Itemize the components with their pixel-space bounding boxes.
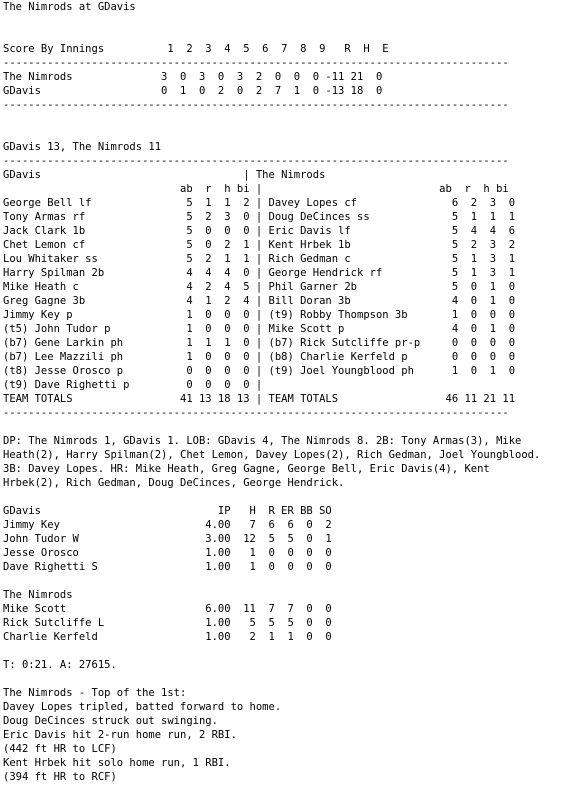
- batting-row: Tony Armas rf 5 2 3 0 | Doug DeCinces ss 5 1 1 1: [3, 211, 516, 223]
- play-by-play-line: (394 ft HR to RCF): [3, 771, 117, 783]
- game-notes-line: 3B: Davey Lopes. HR: Mike Heath, Greg Gagne, George Bell, Eric Davis(4), Kent: [3, 463, 490, 475]
- batting-row: (t5) John Tudor p 1 0 0 0 | Mike Scott p 4 0 1 0: [3, 323, 516, 335]
- batting-row: Mike Heath c 4 2 4 5 | Phil Garner 2b 5 0 1 0: [3, 281, 516, 293]
- play-by-play-inning-header: The Nimrods - Top of the 1st:: [3, 687, 187, 699]
- blank-line: [3, 490, 540, 504]
- final-score-line: GDavis 13, The Nimrods 11: [3, 141, 162, 153]
- pitching-row: Rick Sutcliffe L 1.00 5 5 5 0 0: [3, 617, 332, 629]
- batting-row: Jimmy Key p 1 0 0 0 | (t9) Robby Thompson 3b 1 0 0 0: [3, 309, 516, 321]
- pitching-row: John Tudor W 3.00 12 5 5 0 1: [3, 533, 332, 545]
- game-notes-line: Heath(2), Harry Spilman(2), Chet Lemon, Davey Lopes(2), Rich Gedman, Joel Youngblood.: [3, 449, 541, 461]
- blank-line: [3, 126, 540, 140]
- blank-line: [3, 14, 540, 28]
- box-score-report: [3, 0, 540, 784]
- batting-team-header: GDavis | The Nimrods: [3, 169, 326, 181]
- divider: --------------------------------------------------------------------------------: [3, 155, 509, 167]
- pitching-row: Dave Righetti S 1.00 1 0 0 0 0: [3, 561, 332, 573]
- pitching-header-the-nimrods: The Nimrods: [3, 589, 73, 601]
- pitching-row: Jesse Orosco 1.00 1 0 0 0 0: [3, 547, 332, 559]
- batting-row: Lou Whitaker ss 5 2 1 1 | Rich Gedman c 5 1 3 1: [3, 253, 516, 265]
- divider: --------------------------------------------------------------------------------: [3, 99, 509, 111]
- play-by-play-line: Eric Davis hit 2-run home run, 2 RBI.: [3, 729, 237, 741]
- pitching-row: Jimmy Key 4.00 7 6 6 0 2: [3, 519, 332, 531]
- batting-row: Jack Clark 1b 5 0 0 0 | Eric Davis lf 5 4 4 6: [3, 225, 516, 237]
- batting-row: (t8) Jesse Orosco p 0 0 0 0 | (t9) Joel Youngblood ph 1 0 1 0: [3, 365, 516, 377]
- divider: --------------------------------------------------------------------------------: [3, 407, 509, 419]
- batting-row: Chet Lemon cf 5 0 2 1 | Kent Hrbek 1b 5 2 3 2: [3, 239, 516, 251]
- batting-row: (t9) Dave Righetti p 0 0 0 0 |: [3, 379, 263, 391]
- batting-row: Greg Gagne 3b 4 1 2 4 | Bill Doran 3b 4 0 1 0: [3, 295, 516, 307]
- pitching-row: Mike Scott 6.00 11 7 7 0 0: [3, 603, 332, 615]
- blank-line: [3, 420, 540, 434]
- batting-row: Harry Spilman 2b 4 4 4 0 | George Hendrick rf 5 1 3 1: [3, 267, 516, 279]
- play-by-play-line: Davey Lopes tripled, batted forward to home.: [3, 701, 282, 713]
- pitching-header-gdavis: GDavis IP H R ER BB SO: [3, 505, 332, 517]
- blank-line: [3, 644, 540, 658]
- batting-row: (b7) Lee Mazzili ph 1 0 0 0 | (b8) Charlie Kerfeld p 0 0 0 0: [3, 351, 516, 363]
- game-notes: DP: The Nimrods 1, GDavis 1. LOB: GDavis 4, The Nimrods 8. 2B: Tony Armas(3), Mike: [3, 435, 522, 447]
- time-attendance: T: 0:21. A: 27615.: [3, 659, 117, 671]
- blank-line: [3, 28, 540, 42]
- batting-column-header: ab r h bi | ab r h bi: [3, 183, 509, 195]
- blank-line: [3, 672, 540, 686]
- linescore-row-gdavis: GDavis 0 1 0 2 0 2 7 1 0 -13 18 0: [3, 85, 383, 97]
- play-by-play-line: Kent Hrbek hit solo home run, 1 RBI.: [3, 757, 231, 769]
- blank-line: [3, 112, 540, 126]
- blank-line: [3, 574, 540, 588]
- game-title: The Nimrods at GDavis: [3, 1, 136, 13]
- score-by-innings-header: Score By Innings 1 2 3 4 5 6 7 8 9 R H E: [3, 43, 389, 55]
- pitching-row: Charlie Kerfeld 1.00 2 1 1 0 0: [3, 631, 332, 643]
- batting-row: (b7) Gene Larkin ph 1 1 1 0 | (b7) Rick Sutcliffe pr-p 0 0 0 0: [3, 337, 516, 349]
- batting-team-totals: TEAM TOTALS 41 13 18 13 | TEAM TOTALS 46 11 21 11: [3, 393, 516, 405]
- linescore-row-the-nimrods: The Nimrods 3 0 3 0 3 2 0 0 0 -11 21 0: [3, 71, 383, 83]
- play-by-play-line: Doug DeCinces struck out swinging.: [3, 715, 218, 727]
- game-notes-line: Hrbek(2), Rich Gedman, Doug DeCinces, George Hendrick.: [3, 477, 345, 489]
- play-by-play-line: (442 ft HR to LCF): [3, 743, 117, 755]
- divider: --------------------------------------------------------------------------------: [3, 57, 509, 69]
- batting-row: George Bell lf 5 1 1 2 | Davey Lopes cf 6 2 3 0: [3, 197, 516, 209]
